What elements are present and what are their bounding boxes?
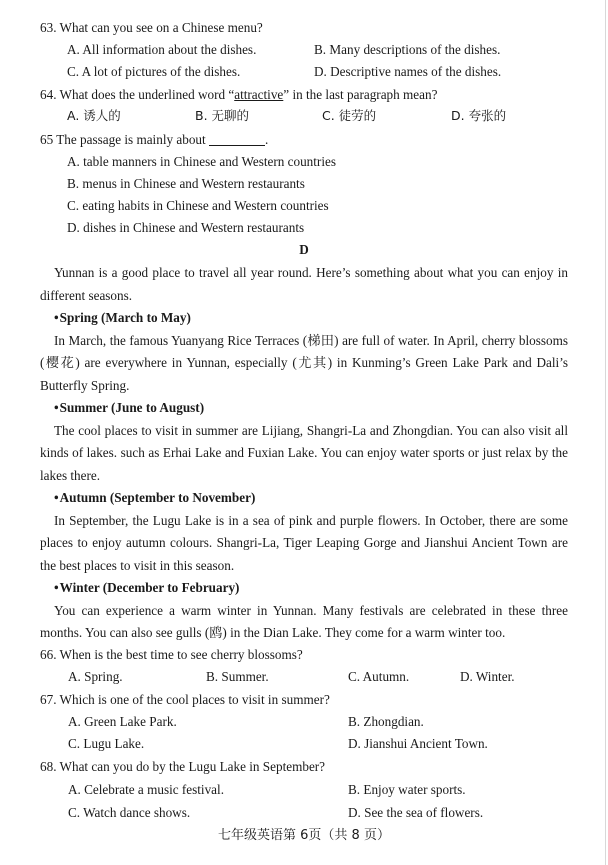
- q63-option-b: B. Many descriptions of the dishes.: [314, 42, 501, 57]
- question-64-stem: [0, 86, 608, 104]
- autumn-text: In September, the Lugu Lake is in a sea of pink and purple flowers. In October, there are some places to enjoy autumn colours. Shangri-La, Tiger Leaping Gorge and Jianshui Ancient Town are the best places to visit in this season.: [40, 512, 568, 573]
- passage-intro: Yunnan is a good place to travel all year round. Here’s something about what you can enjoy in different seasons.: [40, 265, 568, 303]
- q68-option-a: A. Celebrate a music festival.: [68, 782, 224, 797]
- q63-option-c: C. A lot of pictures of the dishes.: [67, 64, 241, 79]
- summer-text: The cool places to visit in summer are Lijiang, Shangri-La and Zhongdian. You can also visit all kinds of lakes. such as Erhai Lake and Fuxian Lake. You can enjoy water sports or just relax by the lakes there.: [40, 422, 568, 483]
- q66-option-a: A. Spring.: [68, 669, 123, 684]
- question-67-stem: 67. Which is one of the cool places to visit in summer?: [40, 692, 330, 707]
- q65-stem-post: .: [264, 132, 269, 147]
- question-63-stem: 63. What can you see on a Chinese menu?: [40, 20, 263, 35]
- reading-passage-d: [40, 262, 568, 645]
- page-footer: 七年级英语第 6页（共 8 页）: [218, 828, 390, 843]
- autumn-heading: • Autumn (September to November): [40, 487, 568, 510]
- q67-option-d: D. Jianshui Ancient Town.: [348, 736, 488, 751]
- q63-option-d: D. Descriptive names of the dishes.: [314, 64, 502, 79]
- q68-option-b: B. Enjoy water sports.: [348, 782, 466, 797]
- question-65-stem: [0, 131, 608, 149]
- winter-heading: • Winter (December to February): [40, 577, 568, 600]
- q68-option-c: C. Watch dance shows.: [68, 805, 191, 820]
- q66-option-b: B. Summer.: [206, 669, 269, 684]
- underlined-word: attractive: [234, 87, 284, 102]
- q67-option-b: B. Zhongdian.: [348, 714, 424, 729]
- section-heading-d: D: [299, 242, 309, 257]
- question-66-stem: 66. When is the best time to see cherry blossoms?: [40, 647, 303, 662]
- q64-option-d: D. 夸张的: [451, 108, 507, 123]
- winter-text: You can experience a warm winter in Yunnan. Many festivals are celebrated in these three months. You can also see gulls (鸥) in the Dian Lake. They come for a warm winter too.: [40, 602, 568, 640]
- answer-blank: [209, 133, 265, 146]
- q64-option-b: B. 无聊的: [195, 108, 250, 123]
- q68-option-d: D. See the sea of flowers.: [348, 805, 484, 820]
- q65-stem-pre: 65 The passage is mainly about: [40, 132, 206, 147]
- q67-option-c: C. Lugu Lake.: [68, 736, 145, 751]
- q65-option-d: D. dishes in Chinese and Western restaurants: [67, 220, 305, 235]
- question-68-stem: 68. What can you do by the Lugu Lake in September?: [40, 759, 326, 774]
- spring-text: In March, the famous Yuanyang Rice Terraces (梯田) are full of water. In April, cherry blossoms (樱花) are everywhere in Yunnan, especially (尤其) in Kunming’s Green Lake Park and Dali’s Butterfly Spring.: [40, 332, 568, 393]
- summer-heading: • Summer (June to August): [40, 397, 568, 420]
- q64-stem-post: ” in the last paragraph mean?: [283, 87, 438, 102]
- q65-option-a: A. table manners in Chinese and Western countries: [67, 154, 336, 169]
- page-edge-line: [605, 0, 606, 865]
- q65-option-b: B. menus in Chinese and Western restaurants: [67, 176, 305, 191]
- q63-option-a: A. All information about the dishes.: [67, 42, 257, 57]
- q65-option-c: C. eating habits in Chinese and Western countries: [67, 198, 329, 213]
- spring-heading: • Spring (March to May): [40, 307, 568, 330]
- q64-option-c: C. 徒劳的: [322, 108, 377, 123]
- q64-stem-pre: 64. What does the underlined word “: [40, 87, 235, 102]
- q66-option-c: C. Autumn.: [348, 669, 410, 684]
- q66-option-d: D. Winter.: [460, 669, 515, 684]
- q67-option-a: A. Green Lake Park.: [68, 714, 177, 729]
- q64-option-a: A. 诱人的: [67, 108, 121, 123]
